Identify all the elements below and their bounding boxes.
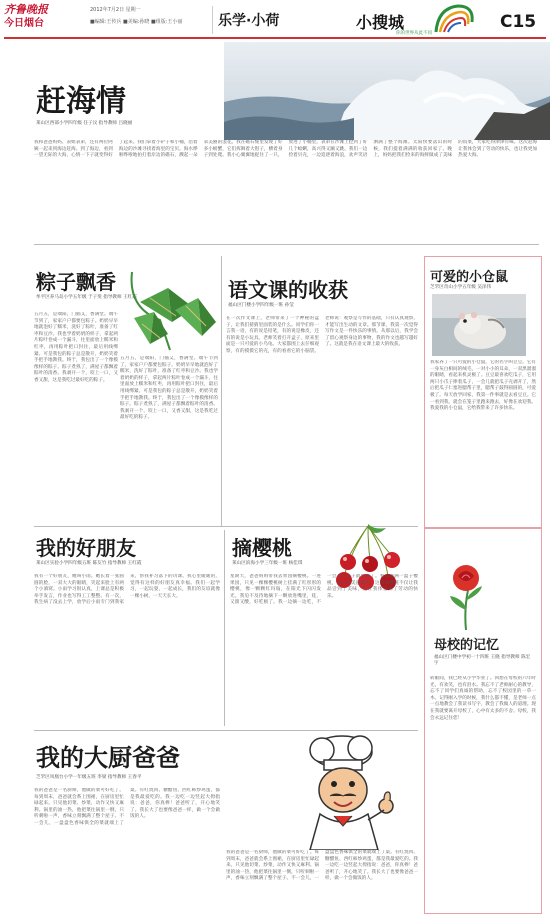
article-title-zongzi: 粽子飘香 — [36, 270, 116, 294]
article-byline-yuwen: 福山区门楼小学四年级一班 孙莹 — [228, 303, 294, 308]
article-title-cherry: 摘樱桃 — [232, 536, 292, 560]
article-title-friend: 我的好朋友 — [36, 536, 136, 560]
sea-waves-photo — [224, 42, 550, 140]
hamster-photo — [432, 294, 526, 356]
article-body-hamster: 我家养了一只可爱的小仓鼠，它的名字叫豆豆。它有一身灰白相间的绒毛，一对小小的耳朵，一双黑溜溜的眼睛，看起来机灵极了。豆豆最喜欢吃瓜子，它用两只小爪子捧着瓜子，一会儿就把瓜子壳剥开了，然后把瓜子仁塞进腮帮子里，腮帮子鼓得圆圆的，可爱极了。每天放学回家，我第一件事就是去看豆豆。它一看到我，就会在笼子里跑来跑去，好像在欢迎我。我爱我的小仓鼠，它给我带来了许多快乐。 — [430, 360, 536, 412]
article-title-ganhai: 赶海情 — [36, 84, 126, 119]
article-body-zongzi: 五月五，是端阳，门插艾，香满堂。端午节到了，家家户户都要包粽子。奶奶早早地就泡好了糯米，洗好了粽叶，准备了红枣和豆沙。我也学着奶奶的样子，拿起两片粽叶卷成一个漏斗，往里面放上糯米和红枣，再用粽叶把口封住，最后用线绑紧。可是我包的粽子总是散开，奶奶笑着手把手地教我。终于，我包出了一个像模像样的粽子。粽子煮熟了，满屋子都飘着粽叶的清香。我剥开一个，咬上一口，又香又甜，这是我吃过最好吃的粽子。 — [34, 312, 118, 383]
page-number: C15 — [500, 12, 537, 32]
article-title-school: 母校的记忆 — [434, 638, 500, 653]
article-body-friend: 我有一个好朋友，她叫小雨。她长着一张圆圆的脸，一双大大的眼睛，笑起来脸上有两个小酒窝。小雨学习很认真，上课总是积极举手发言，作业也写得工工整整。有一次，我生病了没去上学，放学后小雨专门到我家来，帮我补习落下的功课。我心里暖暖的，觉得有这样的好朋友真幸福。我们一起学习，一起玩耍，一起成长，我们的友谊就像一棵小树，一天天长大。 — [34, 574, 220, 606]
article-byline-chef: 芝罘区凤凰台小学一年级五班 李梁 指导教师 王春平 — [36, 775, 142, 780]
chef-illustration — [298, 734, 418, 850]
article-byline-cherry: 莱山区滨海小学三年级一班 杨佳琪 — [232, 561, 303, 566]
article-body-yuwen: 在一次作文课上，老师带来了一个神秘的盒子，让我们猜猜里面装的是什么。同学们你一言我一语，有的说是铅笔，有的说是橡皮，还有的说是小玩具。老师笑着打开盒子，原来里面是一只可爱的小乌龟。大家都围上去仔细观察，有的摸摸它的壳，有的看看它的小脑袋。老师说：观察是写作的基础，只有认真观察，才能写出生动的文章。那节课，我第一次觉得写作文是一件快乐的事情。从那以后，我学会了留心观察身边的事物，我的作文也越写越好了。这就是我在语文课上最大的收获。 — [226, 316, 418, 354]
masthead — [4, 4, 64, 32]
brand-title: 小搜城 — [356, 13, 405, 32]
article-body-ganhai: 我和爸爸妈妈、表姐表弟，还有两位阿姨一起来到海边赶海。到了海边，看到一望无际的大海，心情一下子就变得好了起来。我们拿着小铲子和小桶，沿着海边的沙滩寻找着海里的宝贝。海水哗啦哗啦地拍打着岸边的礁石，溅起一朵朵美丽的浪花。我在礁石缝里发现了好多小螃蟹，它们挥舞着大钳子，横着身子到处爬。我小心翼翼地捉住了一只，放进了小桶里。表弟在沙滩上挖到了好几个蛤蜊，高兴得又蹦又跳。我们一边捡着贝壳，一边追逐着海浪，欢声笑语洒满了整个海滩。太阳快要落山的时候，我们提着满满的收获回家了。晚上，妈妈把我们捡来的海鲜做成了美味的饭菜，大家吃得津津有味。这次赶海让我体会到了劳动的快乐，也让我更加热爱大海。 — [34, 140, 537, 159]
editor-credits: ■编辑:王传兵 ■美编:孙晓 ■组版:王小丽 — [90, 19, 183, 25]
article-byline-friend: 莱山区实验小学四年级五班 陈友竹 指导教师 王红霞 — [36, 561, 142, 566]
article-title-yuwen: 语文课的收获 — [228, 278, 348, 302]
article-byline-school: 福山区门楼中学初一十四班 王晓 指导教师 陈宏宇 — [434, 655, 531, 666]
brand-block — [350, 2, 475, 36]
article-body-chef: 我的爸爸是一名厨师，他做的菜可好吃了。每到周末，爸爸就会系上围裙，在厨房里忙碌起来。只见他切菜、炒菜，动作又快又麻利。锅里的油一热，他把菜往锅里一倒，只听刺啦一声，香味立刻飘满了整个屋子。不一会儿，一盘盘色香味俱全的菜就端上了桌。有红烧肉、糖醋鱼、西红柿炒鸡蛋，都是我最爱吃的。我一边吃一边竖起大拇指说：爸爸，你真棒！爸爸听了，开心地笑了。我长大了也要像爸爸一样，做一个会做饭的人。 — [34, 788, 220, 826]
newspaper-logo: 齐鲁晚报 — [4, 3, 48, 16]
article-title-hamster: 可爱的小仓鼠 — [430, 270, 509, 285]
article-body-school: 转眼间，我已经从小学毕业了。回想在母校的六年时光，有欢笑，也有泪水。我忘不了老师耐心的教导，忘不了同学们真诚的帮助，忘不了校园里的一草一木。记得刚入学的时候，我什么都不懂，是老师一点一点地教会了我读书写字，教会了我做人的道理。现在我就要离开母校了，心中有太多的不舍。母校，我会永远记住您！ — [430, 676, 536, 721]
brand-slogan: 你的世界从此不同 — [396, 31, 432, 36]
zongzi-illustration — [120, 262, 220, 354]
issue-date: 2012年7月2日 星期一 — [90, 7, 141, 13]
section-title: 乐学·小荷 — [218, 13, 280, 29]
edition-logo: 今日烟台 — [4, 18, 44, 29]
article-byline-hamster: 芝罘区奇山小学五年级 吴泽伟 — [430, 285, 492, 290]
article-body-chef-2: 我的爸爸是一名厨师，他做的菜可好吃了。每到周末，爸爸就会系上围裙，在厨房里忙碌起来。只见他切菜、炒菜，动作又快又麻利。锅里的油一热，他把菜往锅里一倒，只听刺啦一声，香味立刻飘满了整个屋子。不一会儿，一盘盘色香味俱全的菜就端上了桌。有红烧肉、糖醋鱼、西红柿炒鸡蛋，都是我最爱吃的。我一边吃一边竖起大拇指说：爸爸，你真棒！爸爸听了，开心地笑了。我长大了也要像爸爸一样，做一个会做饭的人。 — [226, 850, 418, 882]
article-body-zongzi-2: 五月五，是端阳，门插艾，香满堂。端午节到了，家家户户都要包粽子。奶奶早早地就泡好了糯米，洗好了粽叶，准备了红枣和豆沙。我也学着奶奶的样子，拿起两片粽叶卷成一个漏斗，往里面放上糯米和红枣，再用粽叶把口封住，最后用线绑紧。可是我包的粽子总是散开，奶奶笑着手把手地教我。终于，我包出了一个像模像样的粽子。粽子煮熟了，满屋子都飘着粽叶的清香。我剥开一个，咬上一口，又香又甜，这是我吃过最好吃的粽子。 — [120, 356, 218, 421]
article-body-cherry: 星期天，爸爸妈妈带我去果园摘樱桃。一进果园，只见一棵棵樱桃树上挂满了红彤彤的樱桃，像一颗颗红玛瑙，在阳光下闪闪发光。我迫不及待地摘下一颗放进嘴里，哇，又甜又酸，好吃极了。我一边摘一边吃，不一会儿小篮子就装满了。看着满满一篮子樱桃，我心里美滋滋的。这次摘樱桃不仅让我品尝到了美味，还让我体会到了劳动的快乐。 — [230, 574, 418, 606]
brand-swirl-icon — [428, 2, 478, 36]
article-byline-zongzi: 牟平区养马岛小学五年级 于子斐 指导教师 王红霞 — [36, 295, 137, 300]
rose-illustration — [436, 560, 492, 630]
article-title-chef: 我的大厨爸爸 — [36, 743, 180, 772]
header-meta — [90, 6, 210, 26]
article-byline-ganhai: 莱山区西部小学四年级 任子汶 指导教师 吕晓丽 — [36, 121, 133, 126]
